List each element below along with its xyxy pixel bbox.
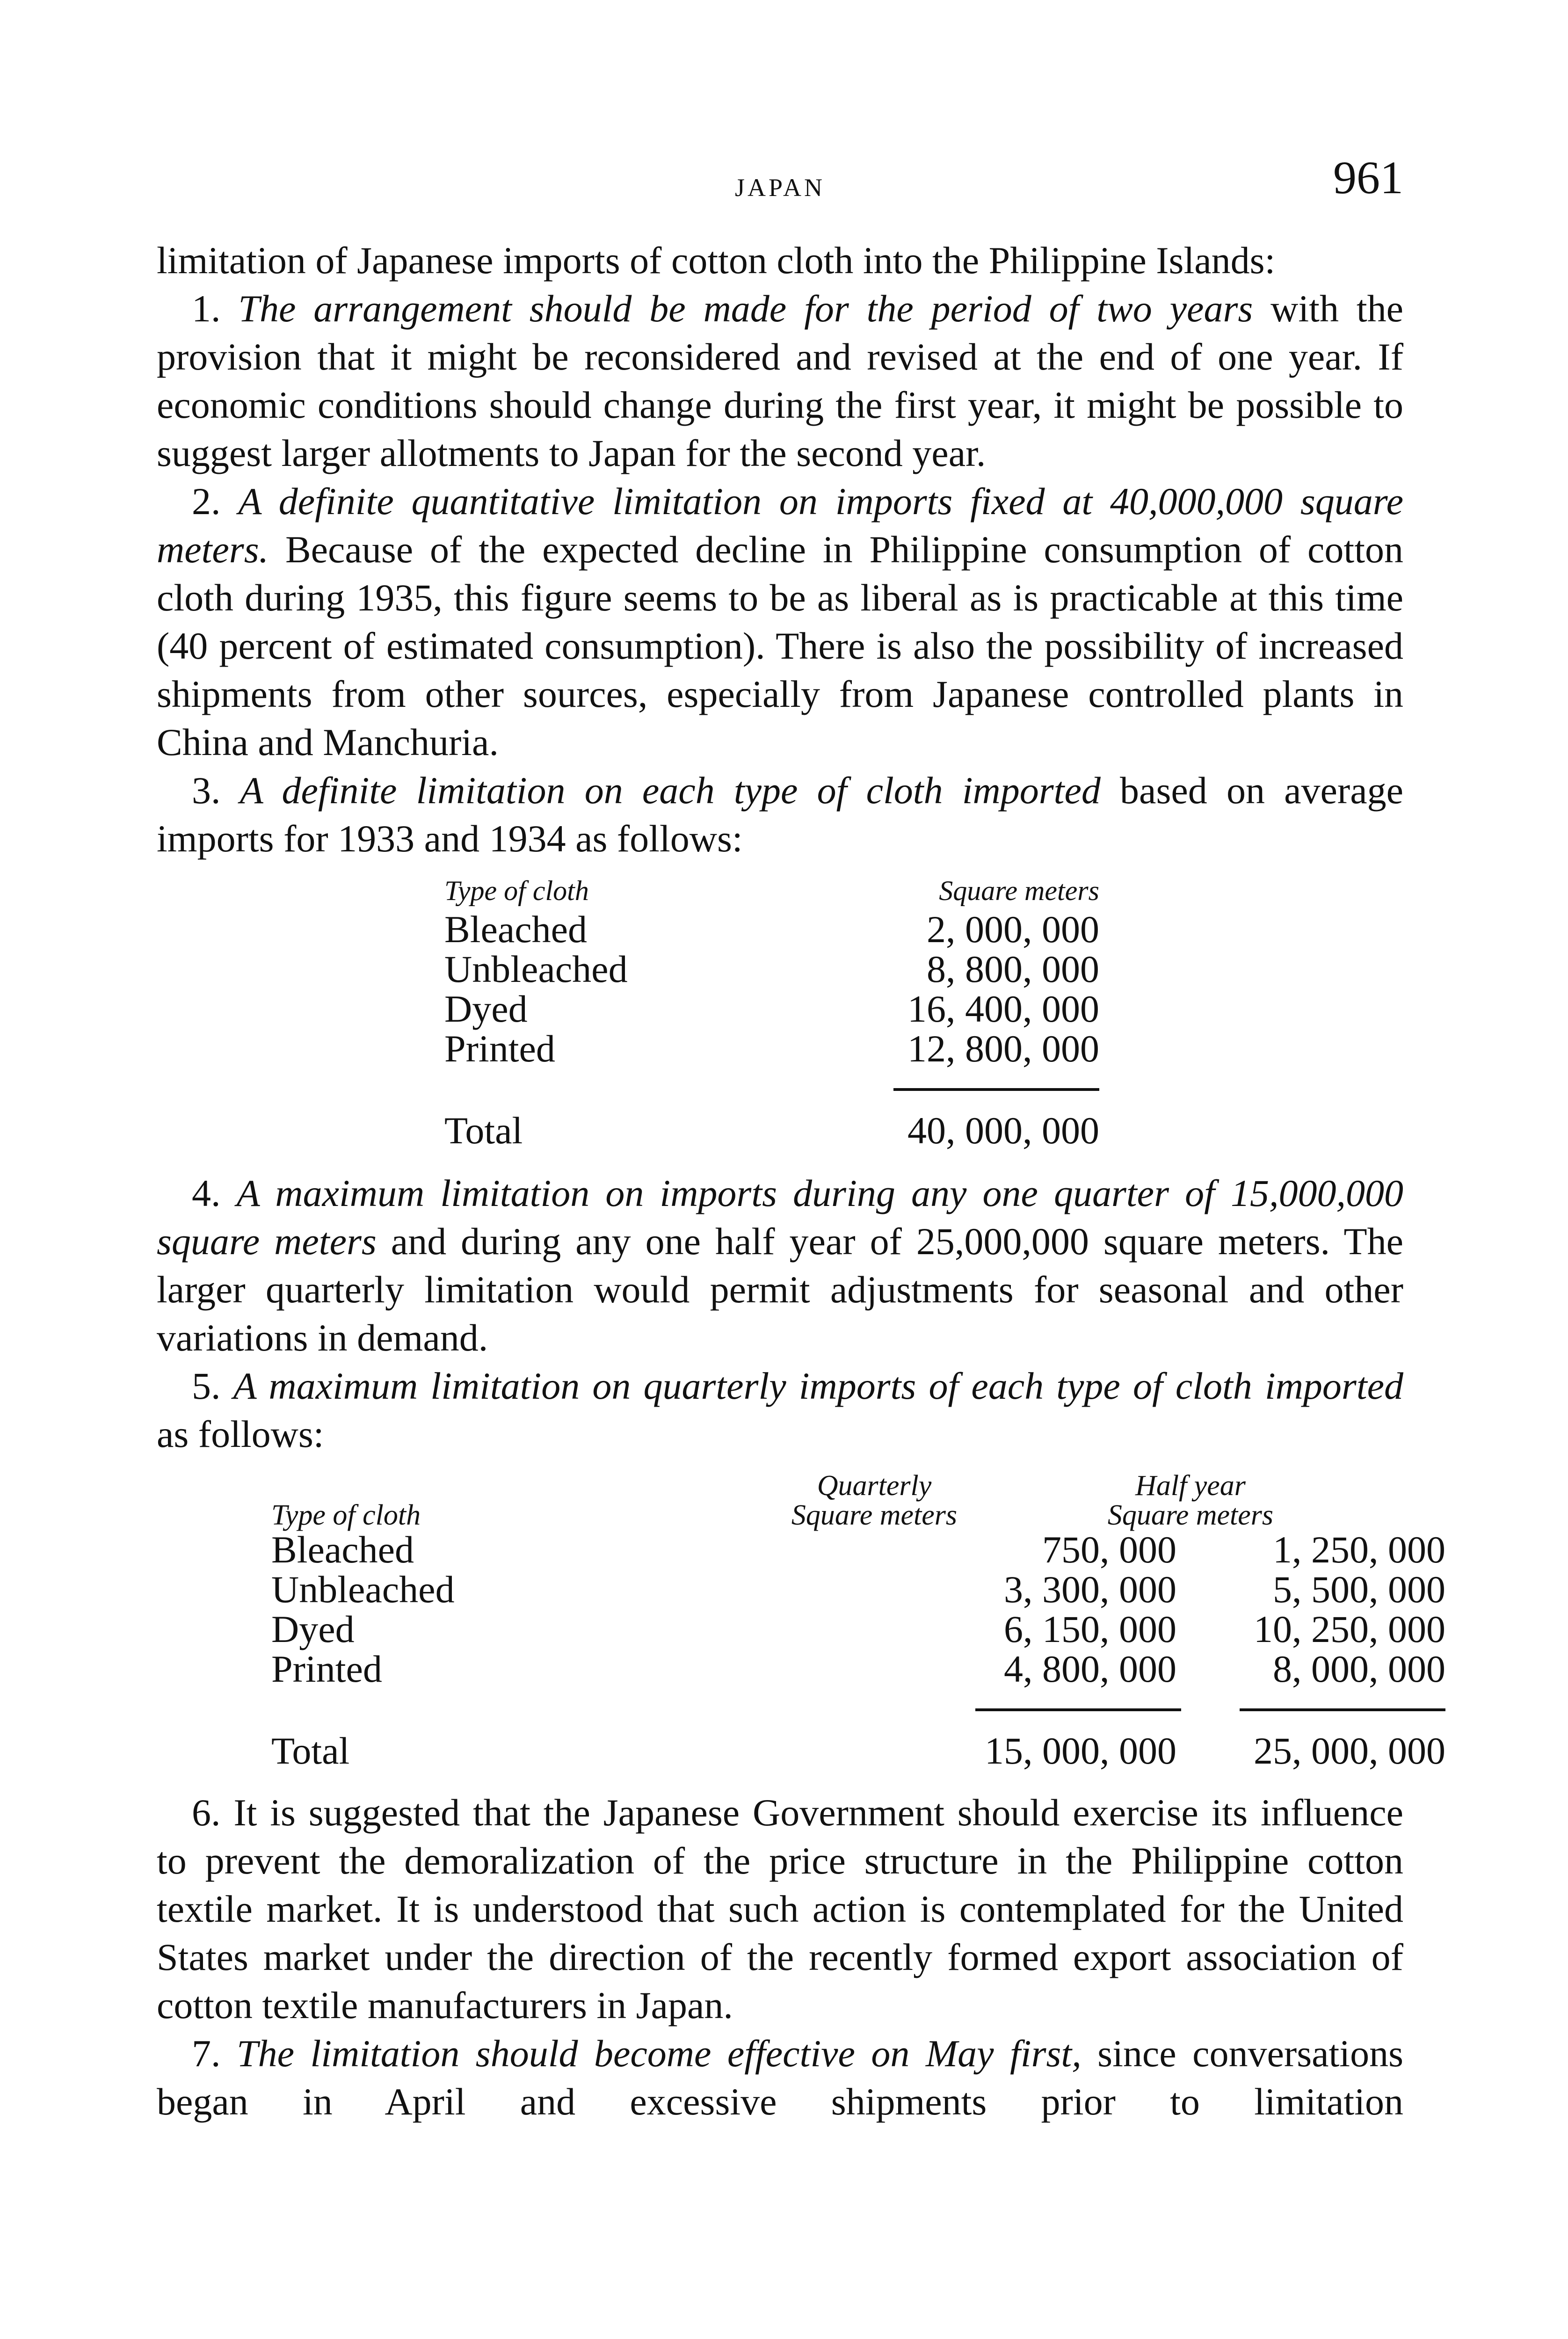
quarterly-limitation-table <box>271 1471 1445 1775</box>
item-3-text: based on average imports for 1933 and 1934 as follows: <box>157 769 1404 860</box>
item-3-number: 3. <box>192 769 221 812</box>
total-rule-row <box>271 1689 1445 1731</box>
total-rule-row <box>444 1068 1099 1111</box>
item-2-lead: A definite quantitative limitation on imports fixed at 40,000,000 square meters. <box>157 480 1403 571</box>
half-year-cell: 5, 500, 000 <box>1273 1568 1445 1611</box>
item-7-paragraph <box>157 2029 1403 2126</box>
item-7-number: 7. <box>192 2032 221 2075</box>
square-meters-cell: 12, 800, 000 <box>907 1027 1099 1070</box>
square-meters-cell: 16, 400, 000 <box>907 988 1099 1030</box>
item-5-text: as follows: <box>157 1413 324 1455</box>
item-4-number: 4. <box>192 1172 221 1214</box>
item-2-number: 2. <box>192 480 221 523</box>
intro-paragraph <box>157 236 1403 284</box>
total-value: 40, 000, 000 <box>907 1109 1099 1152</box>
table-row <box>444 989 1099 1029</box>
item-5-paragraph <box>157 1362 1403 1458</box>
cloth-type-cell: Printed <box>271 1648 382 1690</box>
cloth-type-cell: Bleached <box>271 1528 414 1571</box>
quarterly-total-rule <box>975 1708 1181 1711</box>
column-header-type: Type of cloth <box>271 1499 421 1531</box>
item-2-text: Because of the expected decline in Philippine consumption of cotton cloth during 1935, this figure seems to be as liberal as is practicable at this time (40 percent of estimated consumption). There is also the possibility of increased shipments from other sources, especially from Japanese controlled plants in China and Manchuria. <box>157 528 1403 763</box>
square-meters-cell: 2, 000, 000 <box>927 908 1099 951</box>
column-header-quarterly-unit: Square meters <box>791 1499 958 1531</box>
item-5-number: 5. <box>192 1365 221 1407</box>
cloth-type-cell: Unbleached <box>271 1568 455 1611</box>
square-meters-cell: 8, 800, 000 <box>927 948 1099 990</box>
column-header-half-year-unit: Square meters <box>1107 1499 1274 1531</box>
cloth-type-cell: Dyed <box>444 988 528 1030</box>
table-header-row <box>444 872 1099 909</box>
item-6-number: 6. <box>192 1791 221 1834</box>
half-year-cell: 1, 250, 000 <box>1273 1528 1445 1571</box>
table-row <box>271 1609 1445 1649</box>
cloth-type-cell: Dyed <box>271 1608 355 1650</box>
item-5-lead: A maximum limitation on quarterly imports of each type of cloth imported <box>233 1365 1404 1407</box>
total-label: Total <box>444 1109 523 1152</box>
quarterly-cell: 750, 000 <box>1042 1528 1176 1571</box>
total-rule <box>893 1088 1099 1091</box>
half-year-total-rule <box>1240 1708 1445 1711</box>
item-7-lead: The limitation should become effective on May first, <box>236 2032 1082 2075</box>
half-year-cell: 8, 000, 000 <box>1273 1648 1445 1690</box>
half-year-cell: 10, 250, 000 <box>1254 1608 1445 1650</box>
item-1-text: with the provision that it might be reconsidered and revised at the end of one year. If economic conditions should change during the first year, it might be possible to suggest larger allotments to Japan for the second year. <box>157 287 1403 474</box>
quarterly-cell: 6, 150, 000 <box>1004 1608 1176 1650</box>
table-header-row <box>271 1471 1445 1530</box>
table-row <box>444 1029 1099 1068</box>
cloth-type-cell: Bleached <box>444 908 588 951</box>
column-header-quarterly: Quarterly <box>817 1470 932 1502</box>
table-row <box>271 1569 1445 1609</box>
column-header-half-year: Half year <box>1135 1470 1246 1502</box>
intro-text: limitation of Japanese imports of cotton cloth into the Philippine Islands: <box>157 239 1276 282</box>
table-row <box>444 949 1099 989</box>
item-1-number: 1. <box>192 287 221 330</box>
quarterly-cell: 3, 300, 000 <box>1004 1568 1176 1611</box>
column-header-type: Type of cloth <box>444 875 589 906</box>
half-year-total-value: 25, 000, 000 <box>1254 1729 1445 1772</box>
column-header-square-meters: Square meters <box>939 875 1099 906</box>
item-1-lead: The arrangement should be made for the period of two years <box>238 287 1253 330</box>
total-label: Total <box>271 1729 350 1772</box>
quarterly-cell: 4, 800, 000 <box>1004 1648 1176 1690</box>
cloth-type-table <box>444 872 1099 1155</box>
total-row <box>271 1731 1445 1775</box>
running-title: JAPAN <box>734 174 826 202</box>
cloth-type-cell: Unbleached <box>444 948 628 990</box>
item-4-paragraph <box>157 1169 1403 1362</box>
item-6-paragraph <box>157 1788 1403 2029</box>
quarterly-total-value: 15, 000, 000 <box>985 1729 1176 1772</box>
item-3-paragraph <box>157 766 1403 863</box>
item-7-text: since conversations began in April and excessive shipments prior to limitation <box>157 2032 1403 2123</box>
item-4-lead: A maximum limitation on imports during any one quarter of 15,000,000 square meters <box>157 1172 1403 1263</box>
item-1-paragraph <box>157 284 1403 477</box>
item-6-text: It is suggested that the Japanese Government should exercise its influence to prevent the demoralization of the price structure in the Philippine cotton textile market. It is understood that such action is contemplated for the United States market under the direction of the recently formed export association of cotton textile manufacturers in Japan. <box>157 1791 1403 2027</box>
table-row <box>444 909 1099 949</box>
total-row <box>444 1111 1099 1155</box>
item-2-paragraph <box>157 477 1403 766</box>
page-header <box>157 154 1403 211</box>
page-number: 961 <box>1333 152 1403 203</box>
cloth-type-cell: Printed <box>444 1027 555 1070</box>
body-text <box>157 236 1445 2126</box>
table-row <box>271 1649 1445 1689</box>
item-4-text: and during any one half year of 25,000,000 square meters. The larger quarterly limitation would permit adjustments for seasonal and other variations in demand. <box>157 1220 1404 1359</box>
table-row <box>271 1530 1445 1569</box>
item-3-lead: A definite limitation on each type of cloth imported <box>240 769 1101 812</box>
